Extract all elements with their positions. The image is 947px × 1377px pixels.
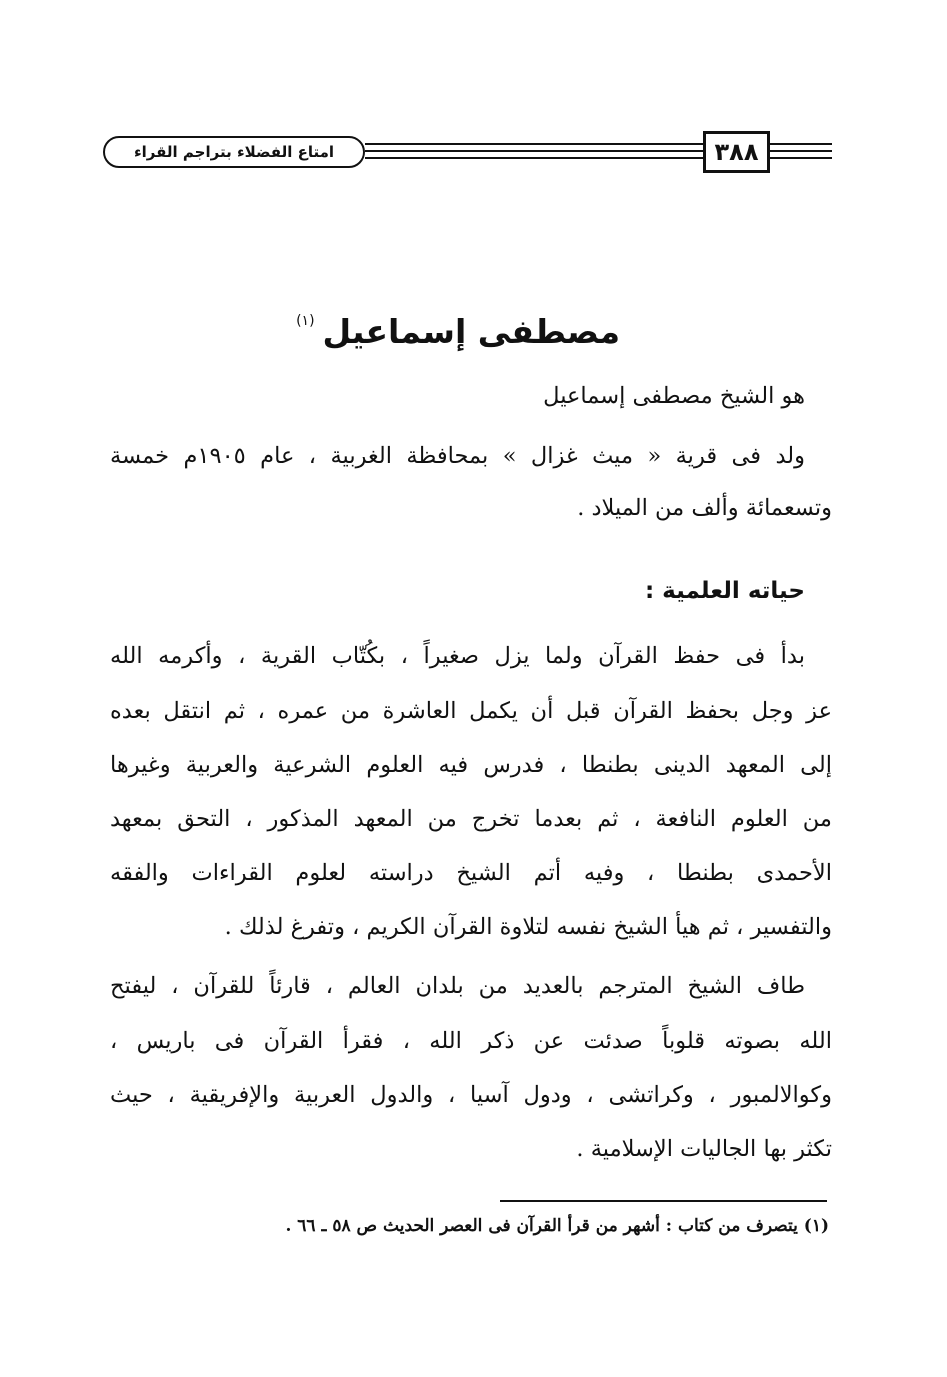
travels-line-2: الله بصوته قلوباً صدئت عن ذكر الله ، فقرأ القرآن فى باريس ، bbox=[110, 1028, 832, 1054]
header-rule-right-bottom bbox=[770, 157, 832, 159]
header-rule-right-top bbox=[770, 143, 832, 145]
header-rule-left-mid bbox=[365, 150, 703, 152]
footnote: (١) يتصرف من كتاب : أشهر من قرأ القرآن فى العصر الحديث ص ٥٨ ـ ٦٦ . bbox=[285, 1216, 829, 1236]
education-line-6: والتفسير ، ثم هيأ الشيخ نفسه لتلاوة القرآن الكريم ، وتفرغ لذلك . bbox=[224, 914, 832, 940]
title-footnote-ref: (١) bbox=[296, 313, 315, 329]
biography-title bbox=[296, 312, 620, 351]
education-line-5: الأحمدى بطنطا ، وفيه أتم الشيخ دراسته لعلوم القراءات والفقه bbox=[110, 860, 832, 886]
travels-line-4: تكثر بها الجاليات الإسلامية . bbox=[576, 1136, 832, 1162]
education-line-2: عز وجل بحفظ القرآن قبل أن يكمل العاشرة من عمره ، ثم انتقل بعده bbox=[110, 698, 832, 724]
header-rule-right-mid bbox=[770, 150, 832, 152]
travels-line-3: وكوالالمبور ، وكراتشى ، ودول آسيا ، والدول العربية والإفريقية ، حيث bbox=[110, 1082, 832, 1108]
education-line-1: بدأ فى حفظ القرآن ولما يزل صغيراً ، بكُتّاب القرية ، وأكرمه الله bbox=[110, 643, 805, 669]
title-text: مصطفى إسماعيل bbox=[322, 312, 620, 351]
education-line-4: من العلوم النافعة ، ثم بعدما تخرج من المعهد المذكور ، التحق بمعهد bbox=[110, 806, 832, 832]
intro-line: هو الشيخ مصطفى إسماعيل bbox=[543, 383, 805, 409]
travels-line-1: طاف الشيخ المترجم بالعديد من بلدان العالم ، قارئاً للقرآن ، ليفتح bbox=[110, 973, 805, 999]
footnote-rule bbox=[500, 1200, 827, 1202]
book-title: امتاع الفضلاء بتراجم القراء bbox=[103, 136, 365, 168]
page-number: ٣٨٨ bbox=[703, 131, 770, 173]
header-rule-left-top bbox=[365, 143, 703, 145]
section-heading-education: حياته العلمية : bbox=[644, 578, 805, 604]
birth-line-1: ولد فى قرية « ميث غزال » بمحافظة الغربية ، عام ١٩٠٥م خمسة bbox=[110, 443, 805, 469]
header-rule-left-bottom bbox=[365, 157, 703, 159]
education-line-3: إلى المعهد الدينى بطنطا ، فدرس فيه العلوم الشرعية والعربية وغيرها bbox=[110, 752, 832, 778]
birth-line-2: وتسعمائة وألف من الميلاد . bbox=[577, 495, 832, 521]
